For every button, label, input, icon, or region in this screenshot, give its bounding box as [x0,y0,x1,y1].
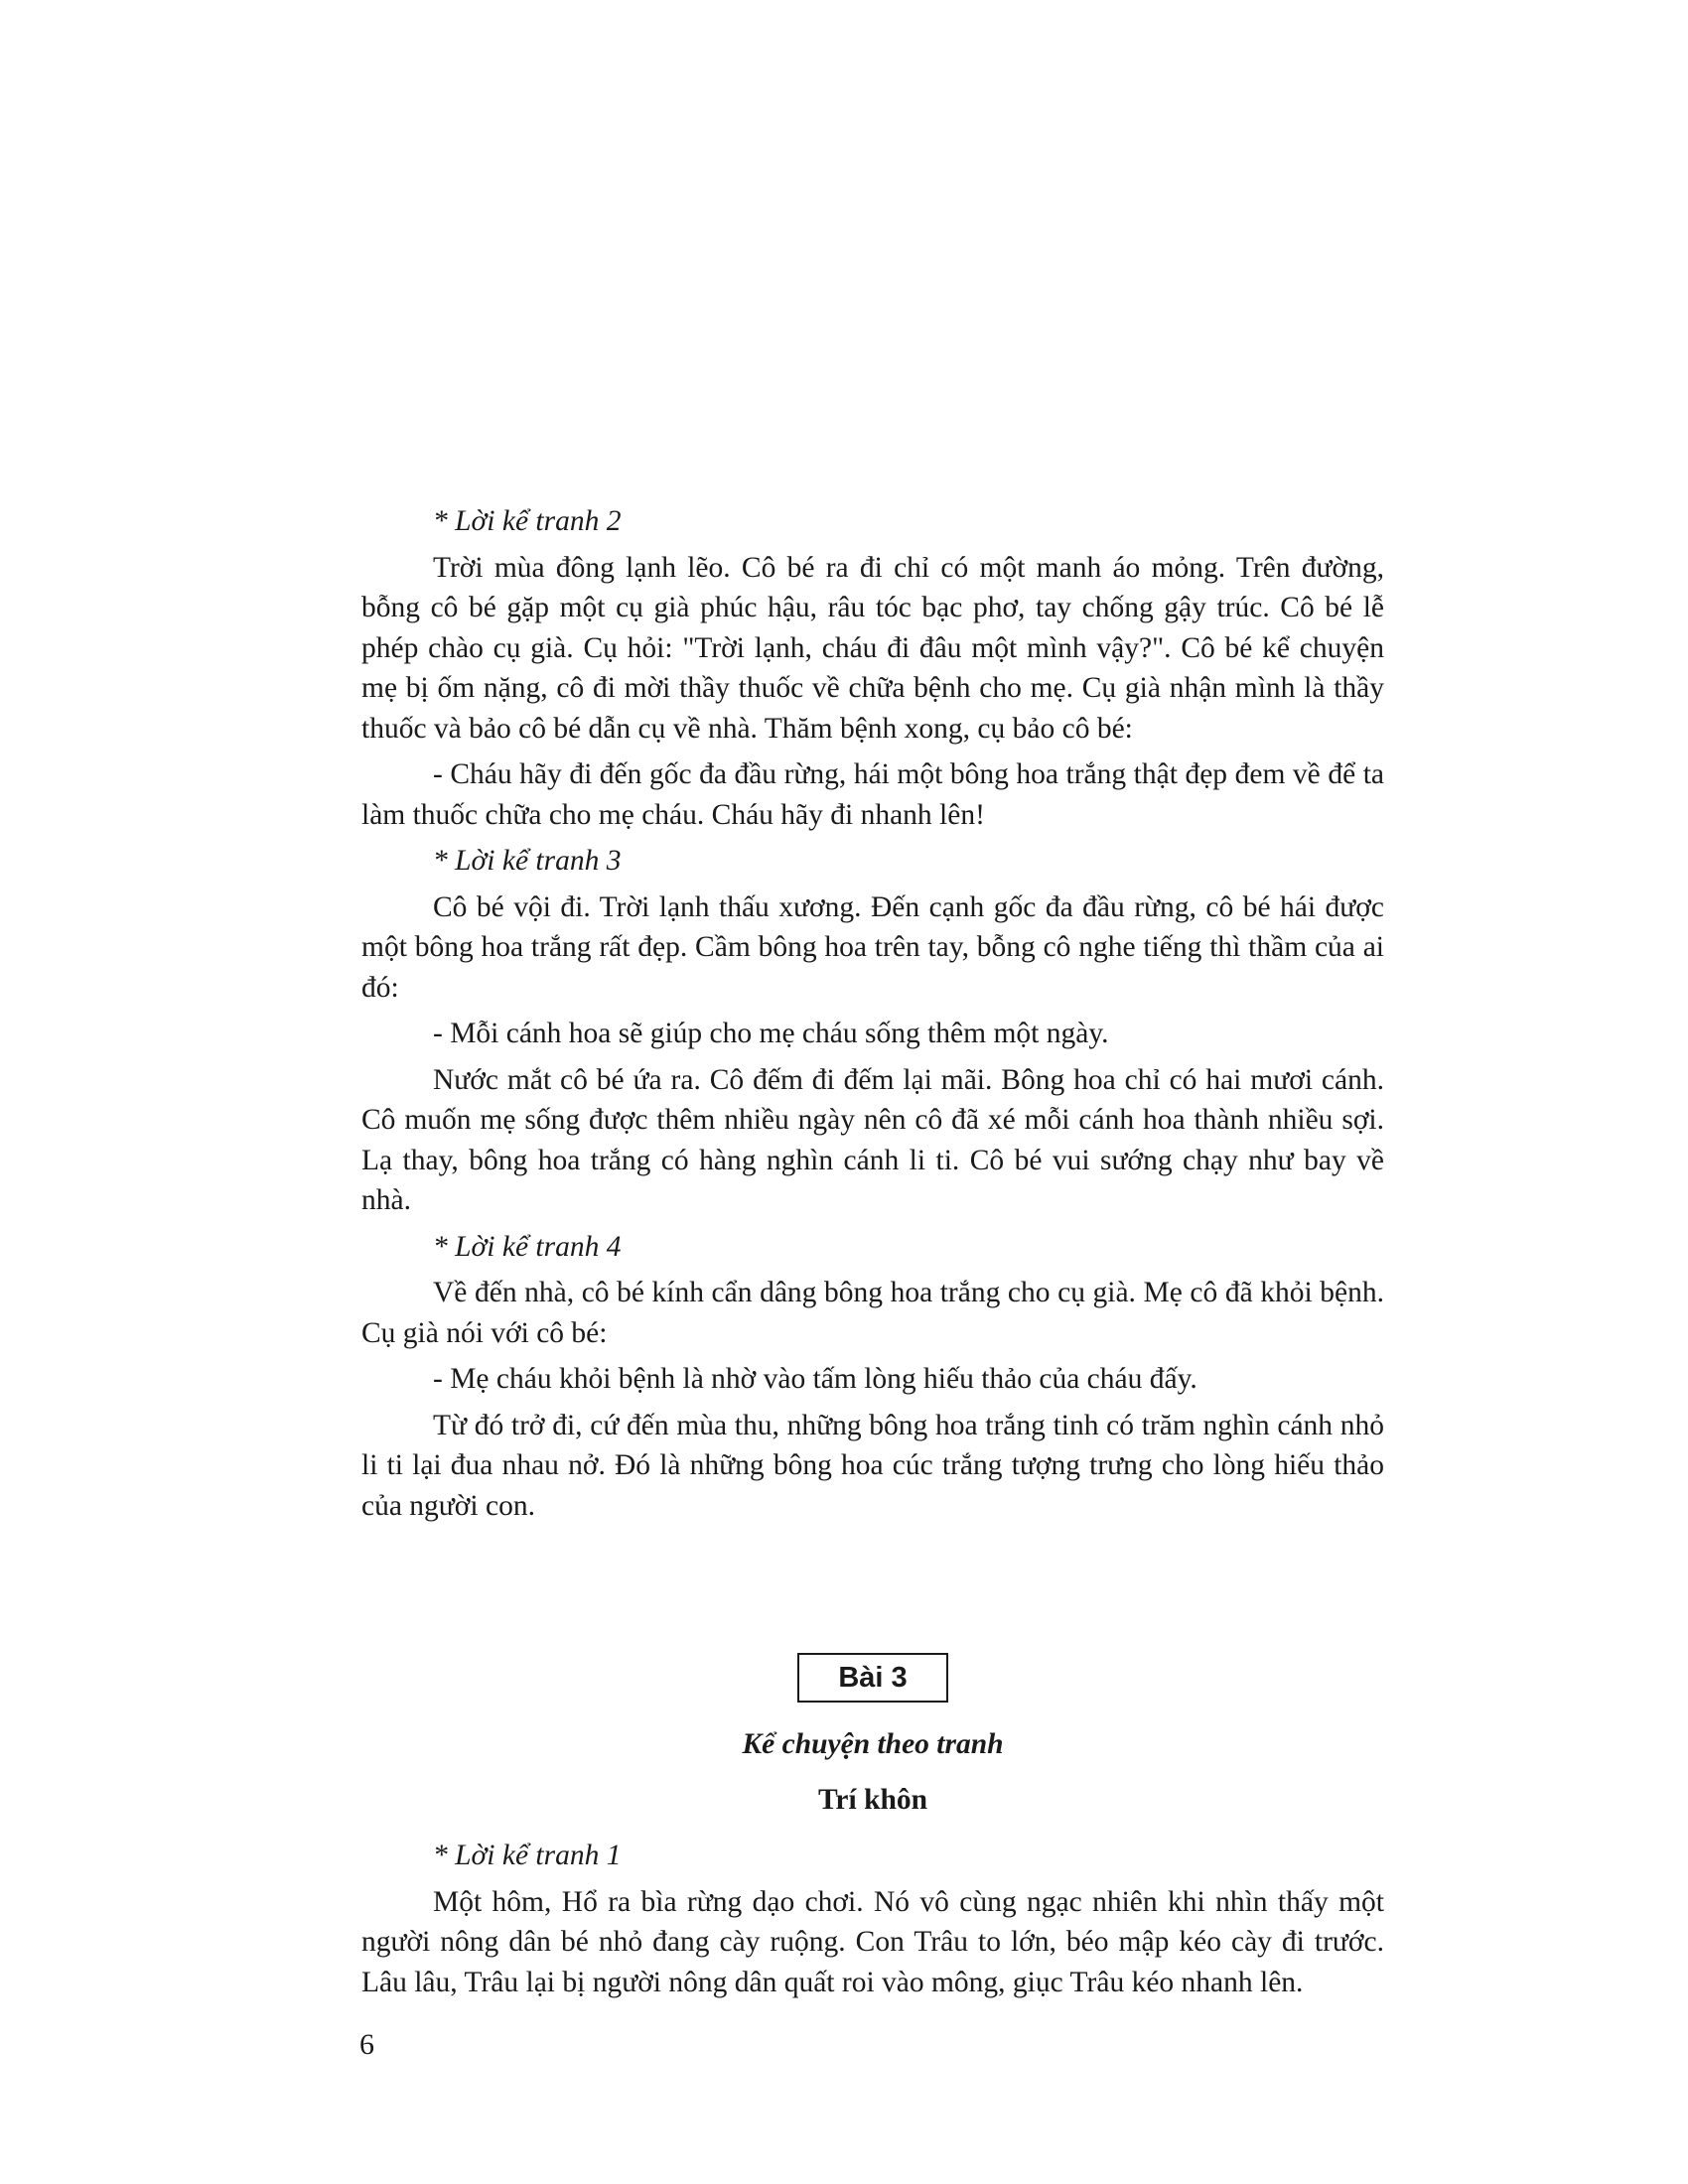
dialogue-paragraph: - Cháu hãy đi đến gốc đa đầu rừng, hái một bông hoa trắng thật đẹp đem về để ta làm thuốc chữa cho mẹ cháu. Cháu hãy đi nhanh lên! [361,758,1384,831]
story-section [361,501,1384,1532]
panel-heading: * Lời kể tranh 4 [433,1230,622,1263]
panel-heading: * Lời kể tranh 3 [433,845,622,877]
story-paragraph: Cô bé vội đi. Trời lạnh thấu xương. Đến cạnh gốc đa đầu rừng, cô bé hái được một bông hoa trắng rất đẹp. Cầm bông hoa trên tay, bỗng cô nghe tiếng thì thầm của ai đó: [361,890,1384,1004]
lesson-label-wrap [361,1653,1384,1703]
lesson-subtitle: Kể chuyện theo tranh [742,1728,1004,1760]
story-paragraph: Về đến nhà, cô bé kính cẩn dâng bông hoa trắng cho cụ già. Mẹ cô đã khỏi bệnh. Cụ già nói với cô bé: [361,1277,1384,1349]
story-paragraph: Một hôm, Hổ ra bìa rừng dạo chơi. Nó vô cùng ngạc nhiên khi nhìn thấy một người nông dân bé nhỏ đang cày ruộng. Con Trâu to lớn, béo mập kéo cày đi trước. Lâu lâu, Trâu lại bị người nông dân quất roi vào mông, giục Trâu kéo nhanh lên. [361,1885,1384,1998]
panel-heading: * Lời kể tranh 1 [433,1840,622,1871]
dialogue-paragraph: - Mẹ cháu khỏi bệnh là nhờ vào tấm lòng hiếu thảo của cháu đấy. [433,1363,1197,1395]
panel-heading: * Lời kể tranh 2 [433,505,622,537]
page-number: 6 [359,2028,374,2061]
lesson-label-box: Bài 3 [797,1653,948,1703]
story-paragraph: Từ đó trở đi, cứ đến mùa thu, những bông hoa trắng tinh có trăm nghìn cánh nhỏ li ti lại đua nhau nở. Đó là những bông hoa cúc trắng tượng trưng cho lòng hiếu thảo của người con. [361,1409,1384,1522]
lesson-title: Trí khôn [817,1784,928,1816]
lesson-section [361,1653,1384,2008]
story-paragraph: Trời mùa đông lạnh lẽo. Cô bé ra đi chỉ có một manh áo mỏng. Trên đường, bỗng cô bé gặp một cụ già phúc hậu, râu tóc bạc phơ, tay chống gậy trúc. Cô bé lễ phép chào cụ già. Cụ hỏi: "Trời lạnh, cháu đi đâu một mình vậy?". Cô bé kể chuyện mẹ bị ốm nặng, cô đi mời thầy thuốc về chữa bệnh cho mẹ. Cụ già nhận mình là thầy thuốc và bảo cô bé dẫn cụ về nhà. Thăm bệnh xong, cụ bảo cô bé: [361,551,1384,745]
dialogue-paragraph: - Mỗi cánh hoa sẽ giúp cho mẹ cháu sống thêm một ngày. [433,1018,1109,1049]
story-paragraph: Nước mắt cô bé ứa ra. Cô đếm đi đếm lại mãi. Bông hoa chỉ có hai mươi cánh. Cô muốn mẹ sống được thêm nhiều ngày nên cô đã xé mỗi cánh hoa thành nhiều sợi. Lạ thay, bông hoa trắng có hàng nghìn cánh li ti. Cô bé vui sướng chạy như bay về nhà. [361,1063,1384,1216]
